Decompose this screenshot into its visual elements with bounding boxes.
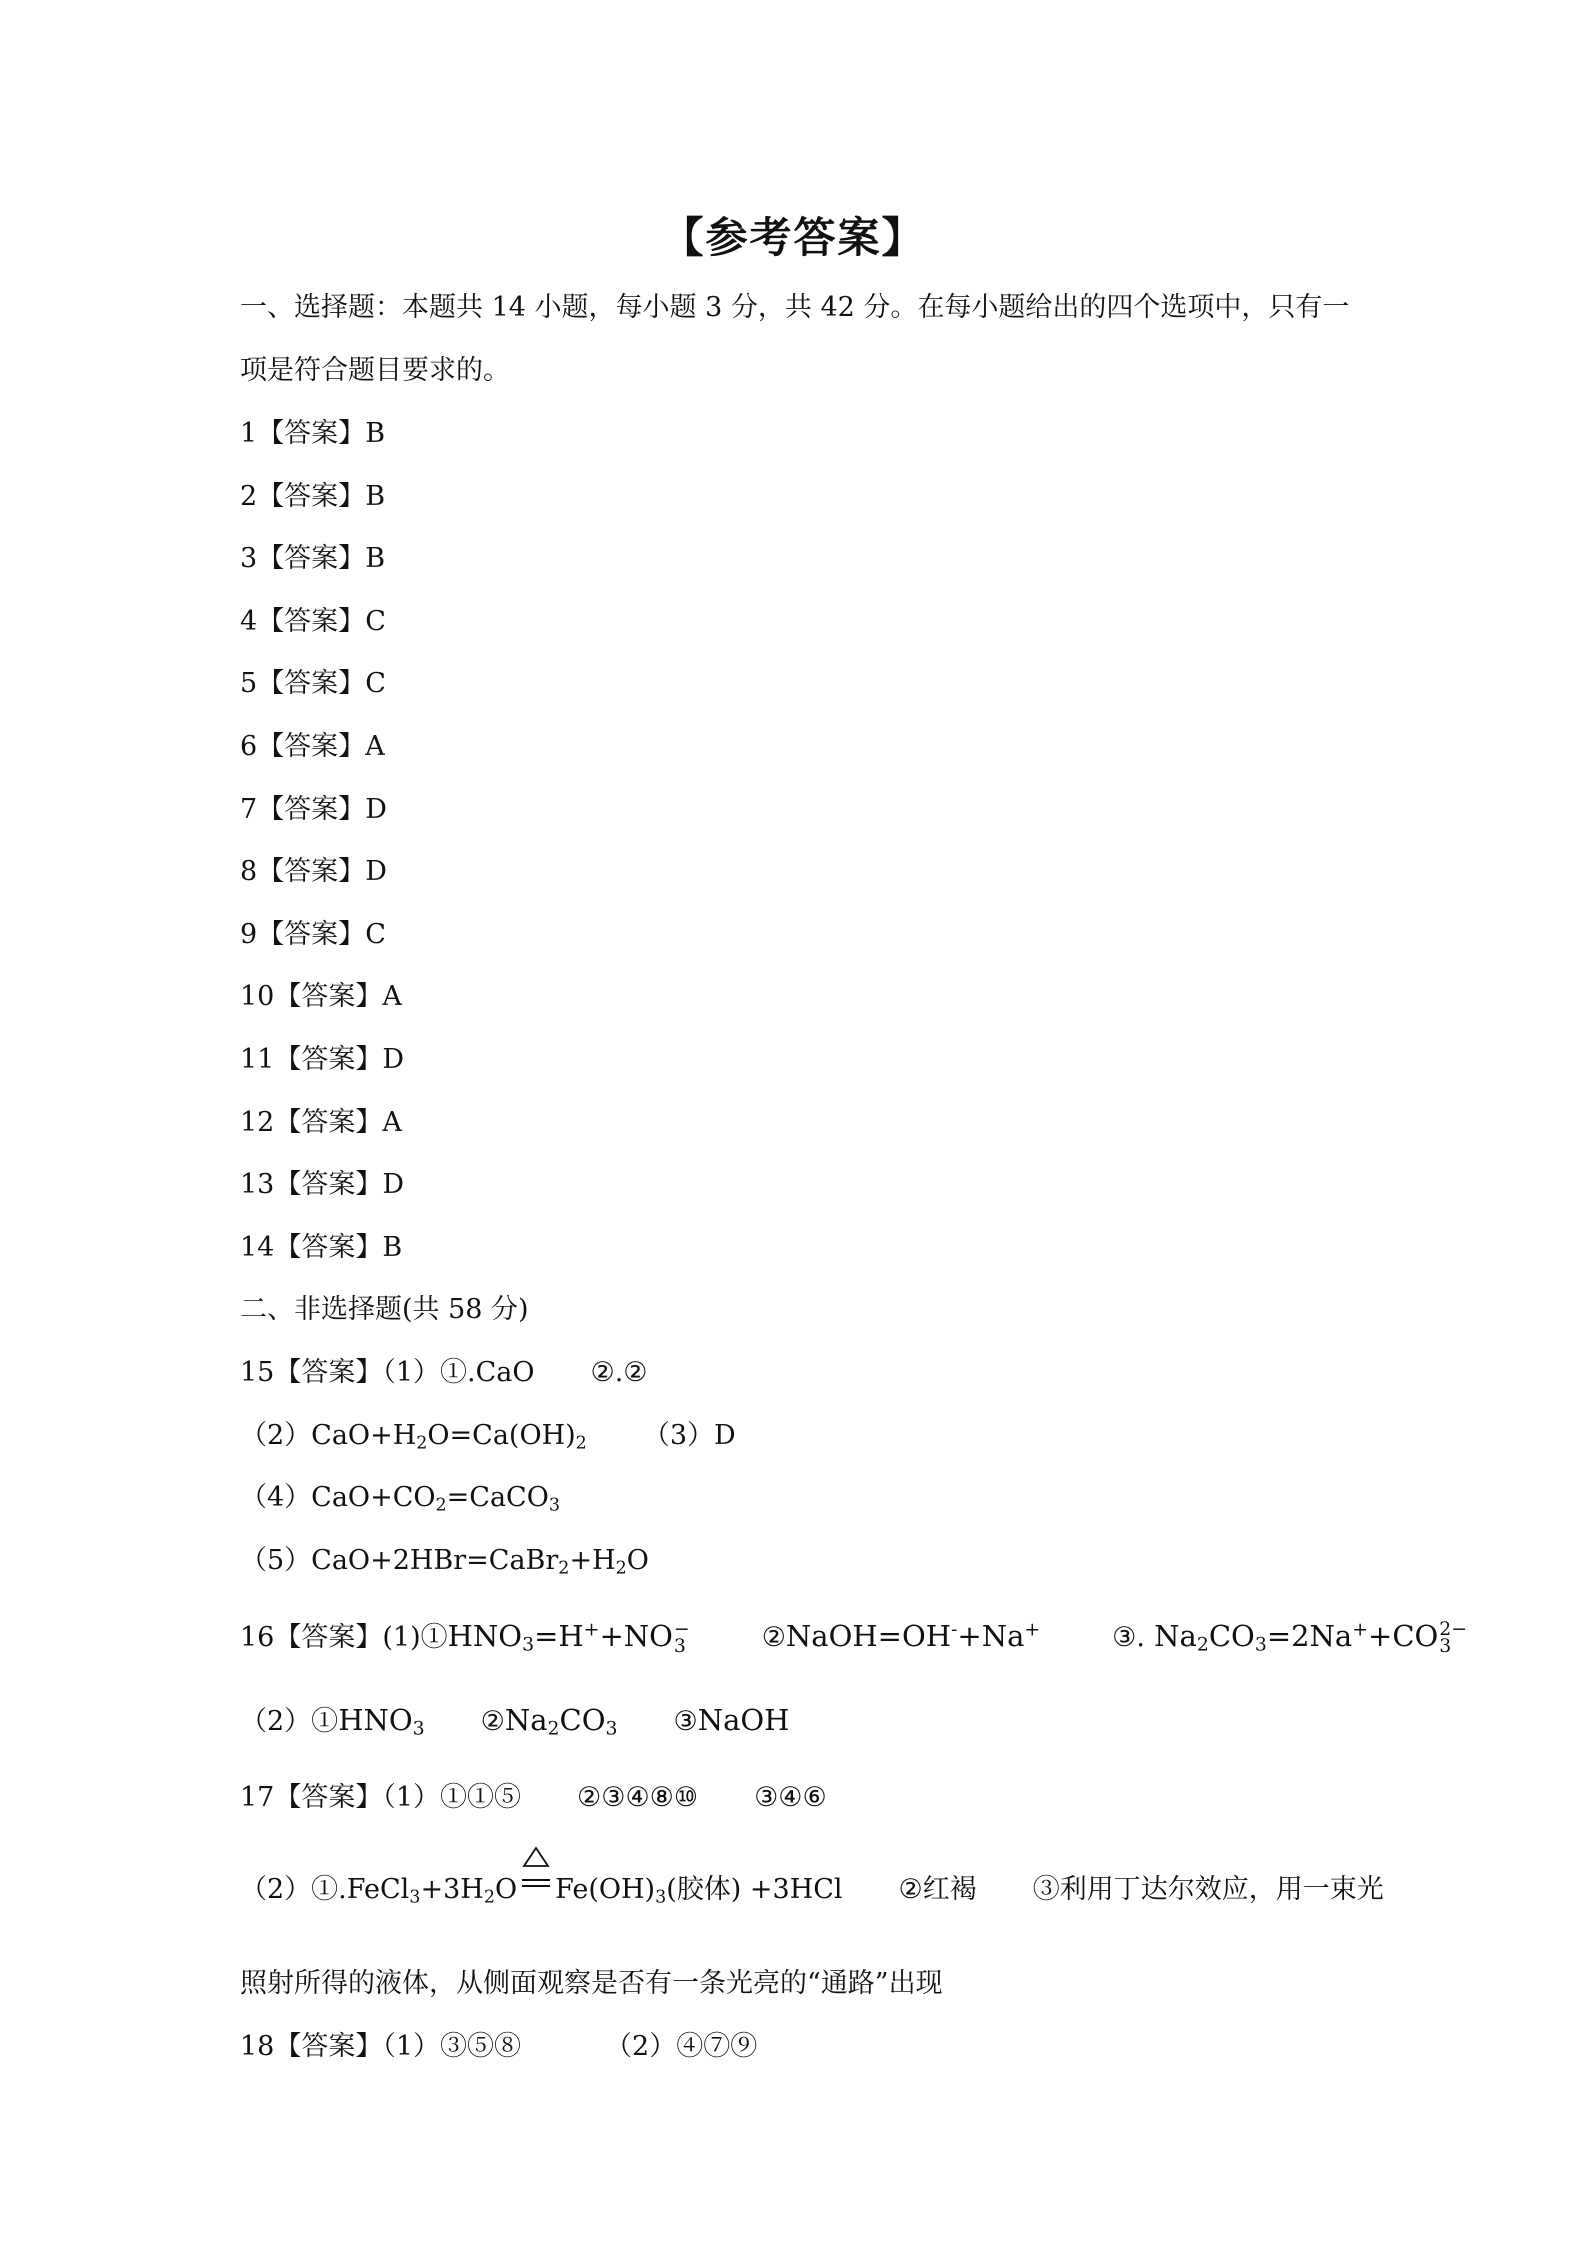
- q16-eq2-label: ②: [761, 1622, 786, 1653]
- q16-head: 16【答案】(1)①: [240, 1622, 448, 1653]
- choice-answer-row: [240, 416, 385, 452]
- q16-eq3-d-stack: [1439, 1621, 1467, 1655]
- q15-p4-sub2: 3: [548, 1495, 560, 1516]
- question-number: 2: [240, 481, 258, 512]
- q15-line1: [240, 1355, 648, 1391]
- q16-eq3-d: +CO: [1368, 1619, 1439, 1653]
- q16-p2-b: Na: [504, 1703, 548, 1737]
- q16-eq2-b: +Na: [957, 1619, 1025, 1653]
- question-number: 6: [240, 731, 258, 762]
- answer-label: 【答案】: [274, 1232, 383, 1263]
- answer-label: 【答案】: [274, 1169, 383, 1200]
- answer-letter: C: [365, 606, 386, 637]
- q16-p2-b2-sub: 3: [605, 1718, 618, 1740]
- q16-eq1-c-sub: 3: [673, 1636, 686, 1657]
- question-number: 4: [240, 606, 258, 637]
- question-number: 13: [240, 1169, 275, 1200]
- q17-p2-f: ②红褐: [898, 1874, 977, 1905]
- q17-line3: 照射所得的液体，从侧面观察是否有一条光亮的“通路”出现: [240, 1968, 943, 1999]
- q15-p2-mid: O=Ca(OH): [427, 1420, 576, 1451]
- page-title: 【参考答案】: [661, 213, 926, 262]
- q15-p3: （3）D: [642, 1420, 736, 1451]
- question-number: 1: [240, 418, 258, 449]
- answer-label: 【答案】: [257, 731, 366, 762]
- q18-p2: （2）④⑦⑨: [605, 2031, 758, 2062]
- answer-label: 【答案】: [257, 606, 366, 637]
- q17-p1c: ③④⑥: [754, 1782, 827, 1813]
- q17-p2-g: ③利用丁达尔效应，用一束光: [1032, 1874, 1384, 1905]
- q18-line1: [240, 2029, 757, 2065]
- answer-letter: B: [365, 481, 386, 512]
- q15-p4-mid: =CaCO: [446, 1482, 549, 1513]
- q16-eq2-sup: -: [951, 1619, 958, 1641]
- q18-head: 18【答案】（1）③⑤⑧: [240, 2031, 522, 2062]
- q16-eq3-d-sub: 3: [1439, 1636, 1452, 1657]
- answer-letter: B: [365, 418, 386, 449]
- q15-p5-sub: 2: [558, 1558, 570, 1579]
- choice-answer-row: [240, 1167, 404, 1203]
- q16-p2-b2: CO: [559, 1703, 606, 1737]
- choice-answer-row: [240, 604, 386, 640]
- answer-label: 【答案】: [257, 418, 366, 449]
- q17-p2-a: （2）①.FeCl: [240, 1874, 410, 1905]
- q16-eq1-c: +NO: [599, 1619, 673, 1653]
- q16-eq1-c-sup: −: [673, 1619, 690, 1641]
- q17-p1b: ②③④⑧⑩: [577, 1782, 699, 1813]
- q17-head: 17【答案】（1）①①⑤: [240, 1782, 522, 1813]
- q16-p2-b-sub: 2: [547, 1718, 560, 1740]
- q16-eq3-b: CO: [1208, 1619, 1255, 1653]
- q16-eq3-d-sup: 2−: [1439, 1619, 1468, 1641]
- q15-line2: [240, 1418, 736, 1454]
- question-number: 5: [240, 668, 258, 699]
- answer-label: 【答案】: [274, 1044, 383, 1075]
- q15-line3: [240, 1480, 560, 1516]
- question-number: 11: [240, 1044, 275, 1075]
- q16-p2-b-label: ②: [480, 1706, 505, 1737]
- answer-letter: D: [365, 856, 387, 887]
- section1-line2: 项是符合题目要求的。: [240, 355, 510, 386]
- q16-eq1-a: HNO: [447, 1619, 523, 1653]
- q17-line1: [240, 1780, 827, 1816]
- q16-eq1-c-stack: [674, 1621, 690, 1655]
- q15-head: 15【答案】（1）①.CaO: [240, 1357, 535, 1388]
- q16-p2-a-sub: 3: [412, 1718, 425, 1740]
- q17-p2-e: (胶体) +3HCl: [666, 1874, 843, 1905]
- q16-eq1-a-sub: 3: [522, 1634, 535, 1656]
- q16-eq3-a-sub: 2: [1196, 1634, 1209, 1656]
- section2-heading: 二、非选择题(共 58 分): [240, 1294, 529, 1325]
- choice-answer-row: [240, 979, 402, 1015]
- choice-answer-row: [240, 1105, 402, 1141]
- answer-label: 【答案】: [257, 481, 366, 512]
- answer-label: 【答案】: [257, 794, 366, 825]
- q15-p5-prefix: （5）CaO+2HBr=CaBr: [240, 1545, 559, 1576]
- q16-eq3-c-sup: +: [1352, 1619, 1369, 1641]
- q15-p2-prefix: （2）CaO+H: [240, 1420, 417, 1451]
- choice-answer-row: [240, 1230, 402, 1266]
- q16-line2: [240, 1702, 789, 1740]
- answer-letter: A: [365, 731, 385, 762]
- choice-answer-row: [240, 729, 385, 765]
- q17-p2-b-sub: 2: [483, 1887, 495, 1908]
- q16-p2-c: NaOH: [697, 1703, 790, 1737]
- answer-letter: B: [382, 1232, 403, 1263]
- answer-label: 【答案】: [274, 1107, 383, 1138]
- q16-eq3-a: Na: [1154, 1619, 1197, 1653]
- q16-eq3-label: ③.: [1112, 1622, 1145, 1653]
- q15-p4-prefix: （4）CaO+CO: [240, 1482, 436, 1513]
- answer-letter: C: [365, 919, 386, 950]
- answer-letter: D: [382, 1169, 405, 1200]
- q16-eq3-b-sub: 3: [1254, 1634, 1267, 1656]
- q16-eq3-c: =2Na: [1266, 1619, 1353, 1653]
- q16-line1: [240, 1618, 1467, 1656]
- q15-p2-sub: 2: [575, 1433, 587, 1454]
- q17-line2: [240, 1872, 1384, 1908]
- answer-letter: D: [382, 1044, 405, 1075]
- question-number: 12: [240, 1107, 275, 1138]
- question-number: 3: [240, 543, 258, 574]
- question-number: 9: [240, 919, 258, 950]
- answer-label: 【答案】: [274, 981, 383, 1012]
- choice-answer-row: [240, 541, 385, 577]
- answer-label: 【答案】: [257, 543, 366, 574]
- answer-letter: B: [365, 543, 386, 574]
- choice-answer-row: [240, 917, 386, 953]
- choice-answer-row: [240, 1042, 404, 1078]
- q17-p2-d: Fe(OH): [555, 1874, 656, 1905]
- choice-answer-row: [240, 792, 387, 828]
- question-number: 8: [240, 856, 258, 887]
- q15-p2-sub-h: 2: [416, 1433, 428, 1454]
- answer-letter: A: [382, 981, 402, 1012]
- q16-p2-c-label: ③: [673, 1706, 698, 1737]
- q15-p5-mid: +H: [569, 1545, 616, 1576]
- section1-line1: 一、选择题：本题共 14 小题，每小题 3 分，共 42 分。在每小题给出的四个选项中，只有一: [240, 292, 1350, 323]
- q16-eq2-b-sup: +: [1024, 1619, 1041, 1641]
- answer-label: 【答案】: [257, 856, 366, 887]
- q17-p2-c: O: [494, 1874, 518, 1905]
- q15-part1b: ②.②: [590, 1357, 648, 1388]
- q15-p5-sub2: 2: [615, 1558, 627, 1579]
- q16-p2-a: HNO: [338, 1703, 413, 1737]
- choice-answer-row: [240, 854, 387, 890]
- q16-eq1-b-sup: +: [583, 1619, 600, 1641]
- q17-p2-b: +3H: [420, 1874, 484, 1905]
- q15-line4: [240, 1543, 649, 1579]
- answer-letter: C: [365, 668, 386, 699]
- question-number: 10: [240, 981, 275, 1012]
- q15-p5-end: O: [626, 1545, 649, 1576]
- q16-p2-label: （2）①: [240, 1706, 339, 1737]
- question-number: 7: [240, 794, 258, 825]
- q17-p2-d-sub: 3: [655, 1887, 667, 1908]
- answer-letter: A: [382, 1107, 402, 1138]
- question-number: 14: [240, 1232, 275, 1263]
- q15-p4-sub: 2: [435, 1495, 447, 1516]
- choice-answer-row: [240, 666, 386, 702]
- q16-eq1-b: =H: [534, 1619, 584, 1653]
- answer-letter: D: [365, 794, 387, 825]
- answer-label: 【答案】: [257, 919, 366, 950]
- heat-triangle-icon: [519, 1846, 553, 1896]
- answer-label: 【答案】: [257, 668, 366, 699]
- q16-eq2: NaOH=OH: [785, 1619, 952, 1653]
- heating-equals-sign: [519, 1872, 553, 1908]
- choice-answer-row: [240, 479, 385, 515]
- q17-p2-a-sub: 3: [409, 1887, 421, 1908]
